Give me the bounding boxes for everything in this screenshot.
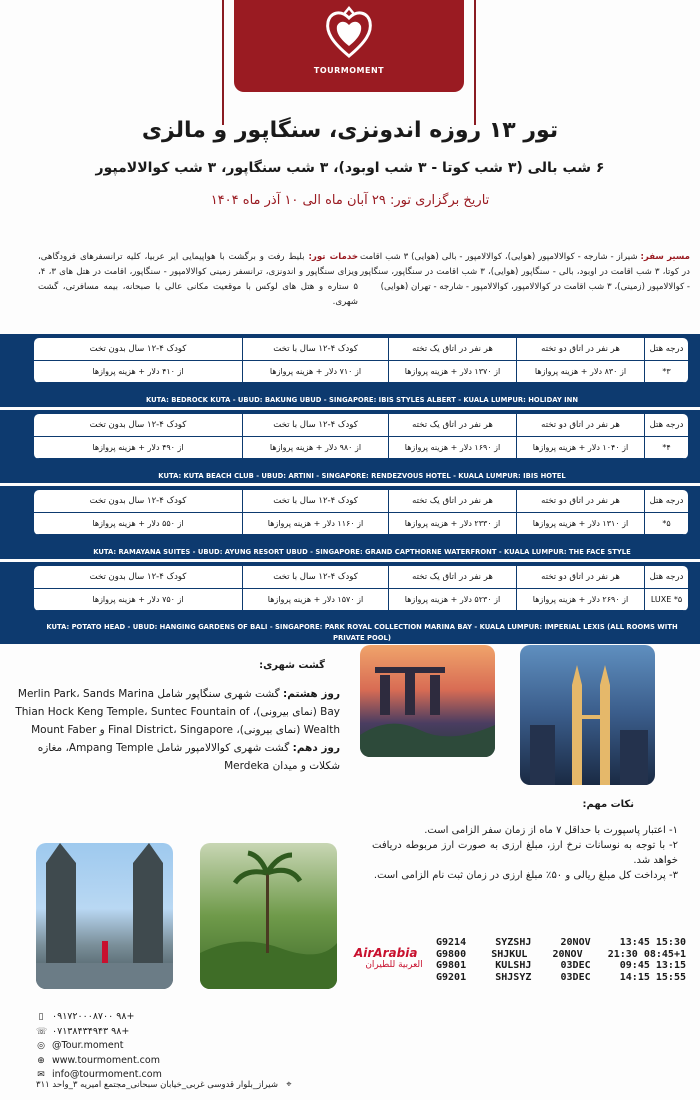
heart-logo-icon: [324, 6, 374, 62]
page-subtitle: ۶ شب بالی (۳ شب کوتا - ۳ شب اوبود)، ۳ شب سنگاپور، ۳ شب کوالالامپور: [95, 160, 605, 176]
price-table-4: [34, 566, 688, 611]
price-double: از ۲۶۹۰ دلار + هزینه پروازها: [516, 589, 644, 611]
day8-label: روز هشتم:: [283, 688, 340, 700]
flight-date: 03DEC: [560, 960, 591, 971]
header-child-bed: کودک ۴-۱۲ سال با تخت: [242, 566, 388, 589]
notes-list: [372, 823, 678, 883]
hotel-grade: ۴*: [644, 437, 688, 459]
price-child-bed: از ۷۱۰ دلار + هزینه پروازها: [242, 361, 388, 383]
table-row: [34, 437, 688, 459]
package-band-3: [0, 486, 700, 559]
temple-gate-icon: [36, 843, 173, 989]
price-single: از ۵۲۳۰ دلار + هزینه پروازها: [388, 589, 516, 611]
price-child-bed: از ۱۱۶۰ دلار + هزینه پروازها: [242, 513, 388, 535]
day10-label: روز دهم:: [292, 742, 340, 754]
price-table-1: [34, 338, 688, 383]
mobile-icon: ▯: [38, 1012, 44, 1022]
price-single: از ۱۳۷۰ دلار + هزینه پروازها: [388, 361, 516, 383]
location-pin-icon: ⌖: [286, 1080, 292, 1090]
header-single: هر نفر در اتاق یک تخته: [388, 566, 516, 589]
table-header-row: [34, 414, 688, 437]
price-single: از ۲۳۳۰ دلار + هزینه پروازها: [388, 513, 516, 535]
flight-code: G9800: [436, 948, 467, 960]
price-double: از ۱۰۴۰ دلار + هزینه پروازها: [516, 437, 644, 459]
price-child-nobed: از ۷۵۰ دلار + هزینه پروازها: [34, 589, 242, 611]
flight-row: [436, 949, 686, 961]
hotel-list: KUTA: POTATO HEAD - UBUD: HANGING GARDENS OF BALI - SINGAPORE: PARK ROYAL COLLECTION MARINA BAY - KUALA LUMPUR: IMPERIAL LEXIS (ALL ROOMS WITH PRIVATE POOL): [46, 623, 678, 642]
price-double: از ۱۳۱۰ دلار + هزینه پروازها: [516, 513, 644, 535]
header-double: هر نفر در اتاق دو تخته: [516, 414, 644, 437]
table-header-row: [34, 566, 688, 589]
table-row: [34, 589, 688, 611]
table-header-row: [34, 338, 688, 361]
route-text: شیراز - شارجه - کوالالامپور (هوایی)، کوالالامپور - بالی (هوایی) ۳ شب اقامت در کوتا، ۳ شب اقامت در اوبود، بالی - سنگاپور (هوایی)، ۳ شب اقامت در سنگاپور، سنگاپور - کوالالامپور (زمینی)، ۳ شب اقامت در کوالالامپور، کوالالامپور - شارجه - تهران (هوایی): [360, 252, 690, 292]
price-child-nobed: از ۵۵۰ دلار + هزینه پروازها: [34, 513, 242, 535]
flight-date: 20NOV: [552, 948, 583, 960]
services-text: بلیط رفت و برگشت با هواپیمایی ایر عربیا، کلیه ترانسفرهای فرودگاهی، ویزای سنگاپور و اندونزی، ترانسفر زمینی کوالالامپور - سنگاپور، اقامت در هتل های ۳، ۴، ۵ ستاره و هتل های لوکس با موقعیت مکانی عالی با صبحانه، بیمه مسافرتی، گشت شهری.: [38, 252, 358, 307]
contact-phone[interactable]: [36, 1025, 162, 1040]
palm-tree-icon: [200, 843, 337, 989]
header-child-bed: کودک ۴-۱۲ سال با تخت: [242, 490, 388, 513]
contact-mobile[interactable]: [36, 1010, 162, 1025]
services-paragraph: [38, 250, 358, 310]
flight-route: SHJKUL: [491, 948, 528, 960]
flight-row: [436, 937, 686, 949]
page-title: تور ۱۳ روزه اندونزی، سنگاپور و مالزی: [141, 118, 559, 143]
header-double: هر نفر در اتاق دو تخته: [516, 566, 644, 589]
notes-title: نکات مهم:: [582, 799, 634, 810]
flight-code: G9214: [436, 937, 467, 948]
price-child-nobed: از ۴۹۰ دلار + هزینه پروازها: [34, 437, 242, 459]
contact-info: [36, 1010, 162, 1083]
table-row: [34, 361, 688, 383]
flight-time: 14:15 15:55: [619, 971, 686, 983]
hotel-list: KUTA: KUTA BEACH CLUB - UBUD: ARTINI - SINGAPORE: RENDEZVOUS HOTEL - KUALA LUMPUR: IBIS HOTEL: [158, 472, 566, 480]
airline-logo: [354, 946, 434, 970]
header-child-nobed: کودک ۴-۱۲ سال بدون تخت: [34, 338, 242, 361]
price-child-bed: از ۱۵۷۰ دلار + هزینه پروازها: [242, 589, 388, 611]
city-tour-title: گشت شهری:: [259, 660, 325, 671]
flight-code: G9801: [436, 960, 467, 971]
instagram-handle: @Tour.moment: [52, 1040, 124, 1051]
flight-date: 03DEC: [560, 971, 591, 983]
flight-route: SYZSHJ: [495, 937, 532, 948]
package-band-2: [0, 410, 700, 483]
day8-text: گشت شهری سنگاپور شامل Merlin Park، Sands Marina Bay (نمای بیرونی)، Thian Hock Keng Temple، Suntec Fountain of Wealth (نمای بیرونی)، Final District، Singapore و Mount Faber: [15, 688, 340, 736]
hotel-grade: ۵* LUXE: [644, 589, 688, 611]
bali-temple-gate-photo: [36, 843, 173, 989]
header-grade: درجه هتل: [644, 566, 688, 589]
flight-time: 09:45 13:15: [619, 960, 686, 971]
singapore-photo: [360, 645, 495, 757]
bali-rice-terrace-photo: [200, 843, 337, 989]
website-url: www.tourmoment.com: [52, 1054, 160, 1066]
email-address: info@tourmoment.com: [52, 1069, 162, 1080]
table-row: [34, 513, 688, 535]
day8-paragraph: [8, 685, 340, 739]
header-child-nobed: کودک ۴-۱۲ سال بدون تخت: [34, 566, 242, 589]
address-text: شیراز_بلوار قدوسی غربی_خیابان سبحانی_مجتمع امیریه ۳_واحد ۳۱۱: [36, 1080, 278, 1090]
note-item: ۲- با توجه به نوسانات نرخ ارز، مبلغ ارزی به صورت ارز مربوطه دریافت خواهد شد.: [372, 840, 678, 866]
flight-date: 20NOV: [560, 937, 591, 948]
route-label: مسیر سفر:: [640, 252, 690, 262]
instagram-icon: ◎: [37, 1041, 45, 1051]
price-table-3: [34, 490, 688, 535]
header-single: هر نفر در اتاق یک تخته: [388, 338, 516, 361]
airline-name-en: AirArabia: [354, 946, 418, 960]
flight-route: SHJSYZ: [495, 971, 532, 983]
phone-icon: ☏: [36, 1026, 48, 1037]
hotel-list: KUTA: RAMAYANA SUITES - UBUD: AYUNG RESORT UBUD - SINGAPORE: GRAND CAPTHORNE WATERFRONT - KUALA LUMPUR: THE FACE STYLE: [93, 548, 631, 556]
kuala-lumpur-photo: [520, 645, 655, 785]
note-item: ۳- پرداخت کل مبلغ ریالی و ۵۰٪ مبلغ ارزی در زمان ثبت نام الزامی است.: [373, 870, 678, 881]
price-child-bed: از ۹۸۰ دلار + هزینه پروازها: [242, 437, 388, 459]
flight-time: 21:30 08:45+1: [607, 948, 686, 960]
phone-number: ۰۷۱۳۸۴۳۴۹۴۳ ۹۸+: [52, 1025, 130, 1037]
logo-header: [234, 0, 464, 92]
flight-row: [436, 960, 686, 972]
contact-address: [36, 1080, 294, 1090]
contact-instagram[interactable]: [36, 1039, 162, 1054]
services-label: خدمات تور:: [308, 252, 359, 262]
hotel-grade: ۵*: [644, 513, 688, 535]
price-single: از ۱۶۹۰ دلار + هزینه پروازها: [388, 437, 516, 459]
header-grade: درجه هتل: [644, 414, 688, 437]
city-tour-text: [8, 685, 340, 775]
package-band-4: [0, 562, 700, 644]
header-child-bed: کودک ۴-۱۲ سال با تخت: [242, 338, 388, 361]
price-double: از ۸۳۰ دلار + هزینه پروازها: [516, 361, 644, 383]
airline-name-ar: العربية للطيران: [365, 960, 423, 970]
header-child-nobed: کودک ۴-۱۲ سال بدون تخت: [34, 490, 242, 513]
header-grade: درجه هتل: [644, 338, 688, 361]
mail-icon: ✉: [37, 1070, 45, 1080]
tour-dates: تاریخ برگزاری تور: ۲۹ آبان ماه الی ۱۰ آذر ماه ۱۴۰۴: [210, 193, 490, 208]
price-table-2: [34, 414, 688, 459]
table-header-row: [34, 490, 688, 513]
route-paragraph: [360, 250, 690, 295]
header-child-nobed: کودک ۴-۱۲ سال بدون تخت: [34, 414, 242, 437]
brand-name: TOURMOMENT: [313, 66, 385, 75]
contact-website[interactable]: [36, 1054, 162, 1069]
mobile-number: ۰۹۱۷۲۰۰۰۸۷۰۰ ۹۸+: [52, 1011, 135, 1022]
header-single: هر نفر در اتاق یک تخته: [388, 490, 516, 513]
header-grade: درجه هتل: [644, 490, 688, 513]
header-single: هر نفر در اتاق یک تخته: [388, 414, 516, 437]
header-double: هر نفر در اتاق دو تخته: [516, 338, 644, 361]
decor-line-left: [222, 0, 224, 125]
hotel-list: KUTA: BEDROCK KUTA - UBUD: BAKUNG UBUD - SINGAPORE: IBIS STYLES ALBERT - KUALA LUMPUR: HOLIDAY INN: [145, 396, 579, 404]
header-child-bed: کودک ۴-۱۲ سال با تخت: [242, 414, 388, 437]
flight-row: [436, 972, 686, 984]
petronas-towers-icon: [520, 645, 655, 785]
flight-code: G9201: [436, 971, 467, 983]
singapore-skyline-icon: [360, 645, 495, 757]
price-child-nobed: از ۴۱۰ دلار + هزینه پروازها: [34, 361, 242, 383]
hotel-grade: ۳*: [644, 361, 688, 383]
note-item: ۱- اعتبار پاسپورت با حداقل ۷ ماه از زمان سفر الزامی است.: [424, 825, 678, 836]
flight-route: KULSHJ: [495, 960, 532, 971]
day10-text: گشت شهری کوالالامپور شامل Ampang Temple، مغازه شکلات و میدان Merdeka: [37, 742, 340, 772]
flight-schedule: [436, 937, 686, 983]
flight-time: 13:45 15:30: [619, 937, 686, 948]
decor-line-right: [474, 0, 476, 125]
day10-paragraph: [8, 739, 340, 775]
globe-icon: ⊕: [37, 1055, 45, 1066]
header-double: هر نفر در اتاق دو تخته: [516, 490, 644, 513]
package-band-1: [0, 334, 700, 407]
